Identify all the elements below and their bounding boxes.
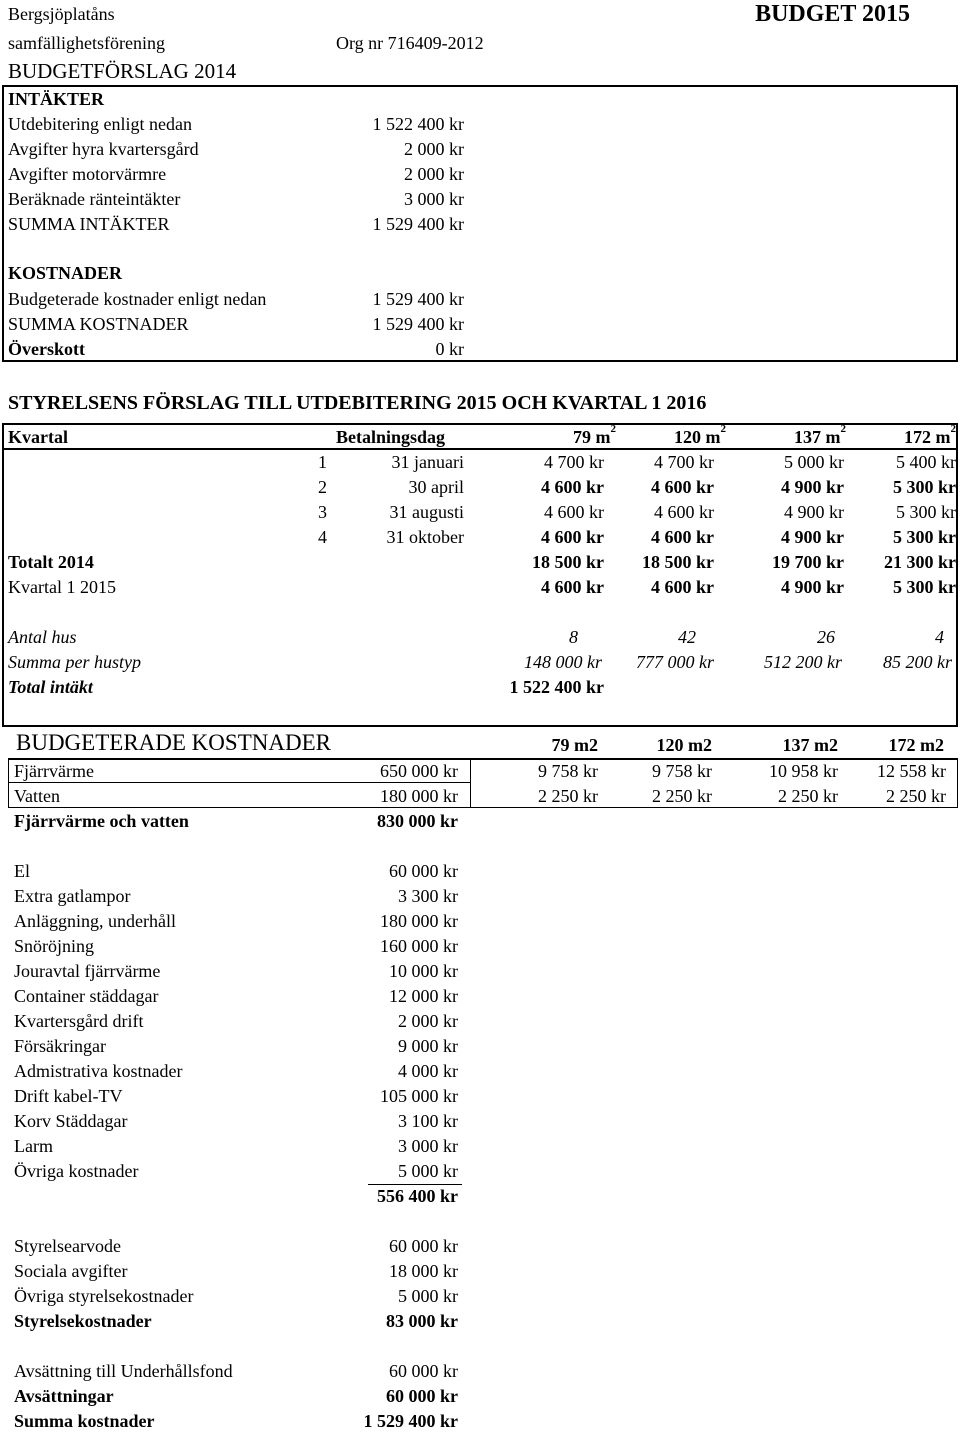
budgeted-col-137: 137 m2 <box>782 735 838 755</box>
total-2014-value: 21 300 kr <box>884 552 956 572</box>
total-costs-label: Summa kostnader <box>14 1411 155 1431</box>
kvartal1-value: 4 900 kr <box>781 577 844 597</box>
board-cost-value: 5 000 kr <box>398 1286 458 1306</box>
quarter-value: 5 400 kr <box>896 452 956 472</box>
cost-value: 4 000 kr <box>398 1061 458 1081</box>
quarter-value: 4 900 kr <box>784 502 844 522</box>
heat-water-sum-label: Fjärrvärme och vatten <box>14 811 189 831</box>
income-heading: INTÄKTER <box>8 89 105 109</box>
quarter-value: 5 300 kr <box>893 527 956 547</box>
costs-row-value: 1 529 400 kr <box>372 289 464 309</box>
col-120: 120 $m^2$ <box>674 423 726 447</box>
cost-value: 10 000 kr <box>389 961 458 981</box>
antal-hus-value: 4 <box>935 627 944 647</box>
income-row-label: Avgifter motorvärmre <box>8 164 167 184</box>
heat-per-type: 10 958 kr <box>769 761 838 781</box>
income-row-label: Avgifter hyra kvartersgård <box>8 139 199 159</box>
costs-sum-value: 1 529 400 kr <box>372 314 464 334</box>
total-2014-value: 18 500 kr <box>642 552 714 572</box>
quarter-value: 5 000 kr <box>784 452 844 472</box>
board-costs-sum-label: Styrelsekostnader <box>14 1311 152 1331</box>
quarter-number: 4 <box>318 527 327 547</box>
cost-value: 3 300 kr <box>398 886 458 906</box>
water-per-type: 2 250 kr <box>778 786 838 806</box>
cost-label: Larm <box>14 1136 53 1156</box>
heat-label: Fjärrvärme <box>14 761 94 781</box>
income-row-value: 2 000 kr <box>404 164 464 184</box>
quarter-value: 5 300 kr <box>896 502 956 522</box>
cost-label: Drift kabel-TV <box>14 1086 123 1106</box>
costs-row-label: Budgeterade kostnader enligt nedan <box>8 289 267 309</box>
org-name-line2: samfällighetsförening <box>8 33 165 53</box>
heat-per-type: 9 758 kr <box>652 761 712 781</box>
cost-label: Extra gatlampor <box>14 886 131 906</box>
budgeted-title: BUDGETERADE KOSTNADER <box>16 730 331 755</box>
income-row-label: Beräknade ränteintäkter <box>8 189 181 209</box>
board-cost-label: Sociala avgifter <box>14 1261 128 1281</box>
kvartal1-value: 5 300 kr <box>893 577 956 597</box>
cost-label: Anläggning, underhåll <box>14 911 176 931</box>
board-cost-label: Styrelsearvode <box>14 1236 121 1256</box>
quarter-value: 4 600 kr <box>651 527 714 547</box>
water-per-type: 2 250 kr <box>652 786 712 806</box>
income-row-value: 3 000 kr <box>404 189 464 209</box>
quarter-value: 4 900 kr <box>781 527 844 547</box>
kvartal1-label: Kvartal 1 2015 <box>8 577 116 597</box>
water-per-type: 2 250 kr <box>886 786 946 806</box>
quarter-number: 2 <box>318 477 327 497</box>
org-name-line1: Bergsjöplatåns <box>8 4 115 24</box>
heat-value: 650 000 kr <box>380 761 458 781</box>
quarter-value: 5 300 kr <box>893 477 956 497</box>
surplus-label: Överskott <box>8 339 85 359</box>
quarter-date: 31 augusti <box>389 502 464 522</box>
cost-value: 2 000 kr <box>398 1011 458 1031</box>
cost-value: 60 000 kr <box>389 861 458 881</box>
fund-value: 60 000 kr <box>389 1361 458 1381</box>
cost-value: 160 000 kr <box>380 936 458 956</box>
antal-hus-label: Antal hus <box>8 627 77 647</box>
summa-hustyp-value: 512 200 kr <box>764 652 842 672</box>
heat-row-divider <box>8 782 470 783</box>
col-137: 137 $m^2$ <box>794 423 846 447</box>
total-intakt-value: 1 522 400 kr <box>509 677 604 697</box>
water-value: 180 000 kr <box>380 786 458 806</box>
water-per-type: 2 250 kr <box>538 786 598 806</box>
fund-sum-label: Avsättningar <box>14 1386 114 1406</box>
quarter-value: 4 600 kr <box>541 527 604 547</box>
quarter-value: 4 600 kr <box>541 477 604 497</box>
heat-water-sum-value: 830 000 kr <box>377 811 458 831</box>
col-172: 172 $m^2$ <box>904 423 956 447</box>
cost-label: Korv Städdagar <box>14 1111 128 1131</box>
quarter-value: 4 600 kr <box>651 477 714 497</box>
cost-value: 9 000 kr <box>398 1036 458 1056</box>
water-row-divider <box>8 807 470 808</box>
cost-label: Container städdagar <box>14 986 159 1006</box>
cost-value: 3 100 kr <box>398 1111 458 1131</box>
col-79: 79 $m^2$ <box>573 423 616 447</box>
quarter-value: 4 900 kr <box>781 477 844 497</box>
budgeted-col-79: 79 m2 <box>551 735 598 755</box>
heat-table-border-right <box>957 758 958 808</box>
col-betalningsdag: Betalningsdag <box>336 427 446 447</box>
budgeted-col-120: 120 m2 <box>656 735 712 755</box>
summa-hustyp-value: 148 000 kr <box>524 652 602 672</box>
cost-label: Snöröjning <box>14 936 95 956</box>
board-cost-value: 60 000 kr <box>389 1236 458 1256</box>
fund-sum-value: 60 000 kr <box>386 1386 458 1406</box>
heat-table-bottom <box>470 807 958 808</box>
cost-label: Admistrativa kostnader <box>14 1061 183 1081</box>
summa-hustyp-label: Summa per hustyp <box>8 652 141 672</box>
cost-value: 105 000 kr <box>380 1086 458 1106</box>
quarter-value: 4 600 kr <box>544 502 604 522</box>
quarter-number: 3 <box>318 502 327 522</box>
income-row-label: Utdebitering enligt nedan <box>8 114 192 134</box>
summa-hustyp-value: 85 200 kr <box>883 652 952 672</box>
summa-hustyp-value: 777 000 kr <box>636 652 714 672</box>
antal-hus-value: 42 <box>678 627 696 647</box>
income-row-value: 2 000 kr <box>404 139 464 159</box>
quarter-value: 4 700 kr <box>654 452 714 472</box>
total-2014-value: 18 500 kr <box>532 552 604 572</box>
antal-hus-value: 26 <box>817 627 835 647</box>
heat-table-border-left <box>8 758 9 808</box>
cost-label: El <box>14 861 30 881</box>
board-header-divider <box>2 448 958 450</box>
costs-sum-label: SUMMA KOSTNADER <box>8 314 189 334</box>
antal-hus-value: 8 <box>569 627 578 647</box>
total-2014-label: Totalt 2014 <box>8 552 94 572</box>
board-costs-sum-value: 83 000 kr <box>386 1311 458 1331</box>
kvartal1-value: 4 600 kr <box>651 577 714 597</box>
cost-label: Jouravtal fjärrvärme <box>14 961 161 981</box>
proposal-title: BUDGETFÖRSLAG 2014 <box>8 59 237 83</box>
budget-title: BUDGET 2015 <box>755 1 910 27</box>
cost-value: 12 000 kr <box>389 986 458 1006</box>
cost-value: 3 000 kr <box>398 1136 458 1156</box>
quarter-number: 1 <box>318 452 327 472</box>
other-costs-sum: 556 400 kr <box>377 1186 458 1206</box>
quarter-date: 31 januari <box>391 452 464 472</box>
quarter-date: 31 oktober <box>386 527 464 547</box>
col-kvartal: Kvartal <box>8 427 68 447</box>
quarter-value: 4 700 kr <box>544 452 604 472</box>
income-sum-value: 1 529 400 kr <box>372 214 464 234</box>
heat-table-divider <box>470 758 471 808</box>
fund-label: Avsättning till Underhållsfond <box>14 1361 233 1381</box>
water-label: Vatten <box>14 786 60 806</box>
cost-label: Försäkringar <box>14 1036 106 1056</box>
total-2014-value: 19 700 kr <box>772 552 844 572</box>
cost-value: 180 000 kr <box>380 911 458 931</box>
heat-per-type: 9 758 kr <box>538 761 598 781</box>
quarter-value: 4 600 kr <box>654 502 714 522</box>
quarter-date: 30 april <box>408 477 464 497</box>
costs-heading: KOSTNADER <box>8 263 123 283</box>
heat-per-type: 12 558 kr <box>877 761 946 781</box>
board-cost-label: Övriga styrelsekostnader <box>14 1286 194 1306</box>
cost-label: Övriga kostnader <box>14 1161 139 1181</box>
total-intakt-label: Total intäkt <box>8 677 93 697</box>
kvartal1-value: 4 600 kr <box>541 577 604 597</box>
cost-value: 5 000 kr <box>398 1161 458 1181</box>
income-sum-label: SUMMA INTÄKTER <box>8 214 170 234</box>
cost-label: Kvartersgård drift <box>14 1011 144 1031</box>
total-costs-value: 1 529 400 kr <box>363 1411 458 1431</box>
surplus-value: 0 kr <box>435 339 464 359</box>
org-number: Org nr 716409-2012 <box>336 33 484 53</box>
budgeted-col-172: 172 m2 <box>888 735 944 755</box>
income-row-value: 1 522 400 kr <box>372 114 464 134</box>
board-cost-value: 18 000 kr <box>389 1261 458 1281</box>
board-title: STYRELSENS FÖRSLAG TILL UTDEBITERING 2015 OCH KVARTAL 1 2016 <box>8 392 707 414</box>
